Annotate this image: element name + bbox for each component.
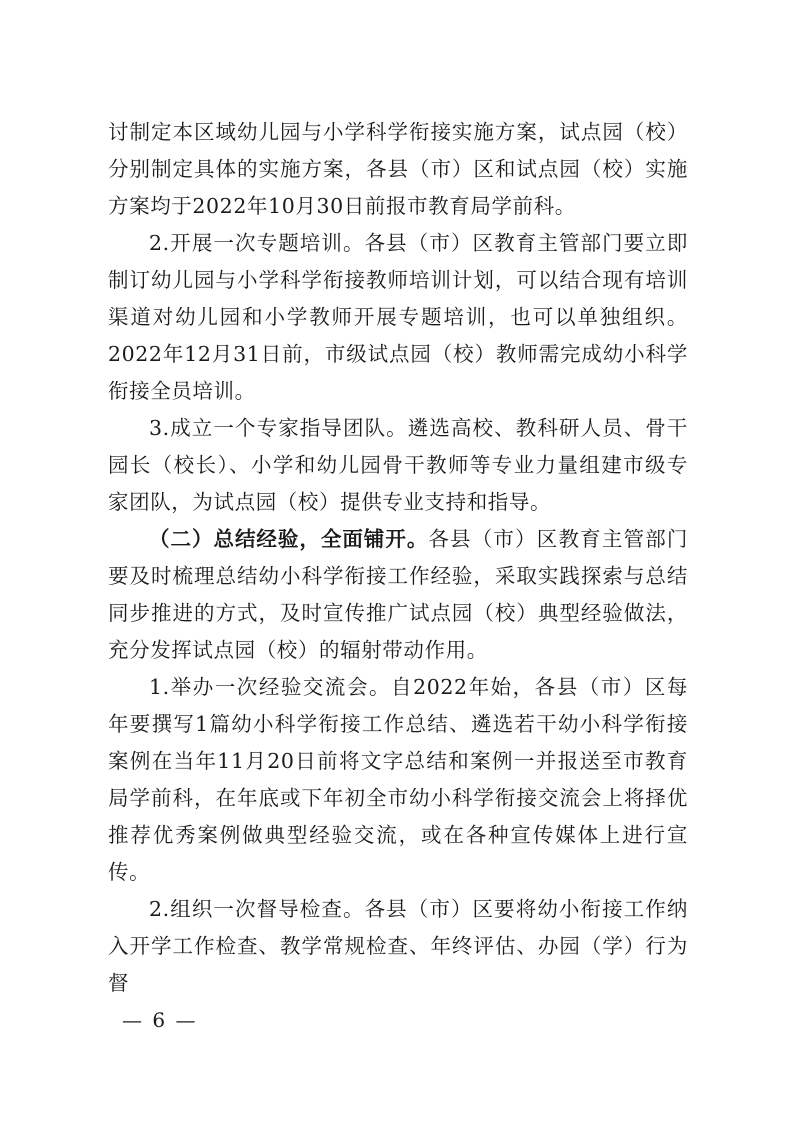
paragraph-summary-experience bbox=[108, 521, 688, 669]
paragraph-continuation: 讨制定本区域幼儿园与小学科学衔接实施方案，试点园（校）分别制定具体的实施方案，各县（市）区和试点园（校）实施方案均于2022年10月30日前报市教育局学前科。 bbox=[108, 120, 688, 218]
section-heading: （二）总结经验，全面铺开。 bbox=[149, 527, 429, 551]
paragraph-inspection: 2.组织一次督导检查。各县（市）区要将幼小衔接工作纳入开学工作检查、教学常规检查、年终评估、办园（学）行为督 bbox=[108, 897, 688, 995]
document-body bbox=[108, 114, 688, 1002]
paragraph-exchange-meeting: 1.举办一次经验交流会。自2022年始，各县（市）区每年要撰写1篇幼小科学衔接工作总结、遴选若干幼小科学衔接案例在当年11月20日前将文字总结和案例一并报送至市教育局学前科，在年底或下年初全市幼小科学衔接交流会上将择优推荐优秀案例做典型经验交流，或在各种宣传媒体上进行宣传。 bbox=[108, 675, 688, 884]
paragraph-summary-text: 各县（市）区教育主管部门要及时梳理总结幼小科学衔接工作经验，采取实践探索与总结同步推进的方式，及时宣传推广试点园（校）典型经验做法，充分发挥试点园（校）的辐射带动作用。 bbox=[108, 527, 689, 662]
page-number: — 6 — bbox=[122, 1008, 198, 1032]
paragraph-training: 2.开展一次专题培训。各县（市）区教育主管部门要立即制订幼儿园与小学科学衔接教师培训计划，可以结合现有培训渠道对幼儿园和小学教师开展专题培训，也可以单独组织。2022年12月31日前，市级试点园（校）教师需完成幼小科学衔接全员培训。 bbox=[108, 231, 688, 403]
paragraph-expert-team: 3.成立一个专家指导团队。遴选高校、教科研人员、骨干园长（校长）、小学和幼儿园骨干教师等专业力量组建市级专家团队，为试点园（校）提供专业支持和指导。 bbox=[108, 416, 688, 514]
